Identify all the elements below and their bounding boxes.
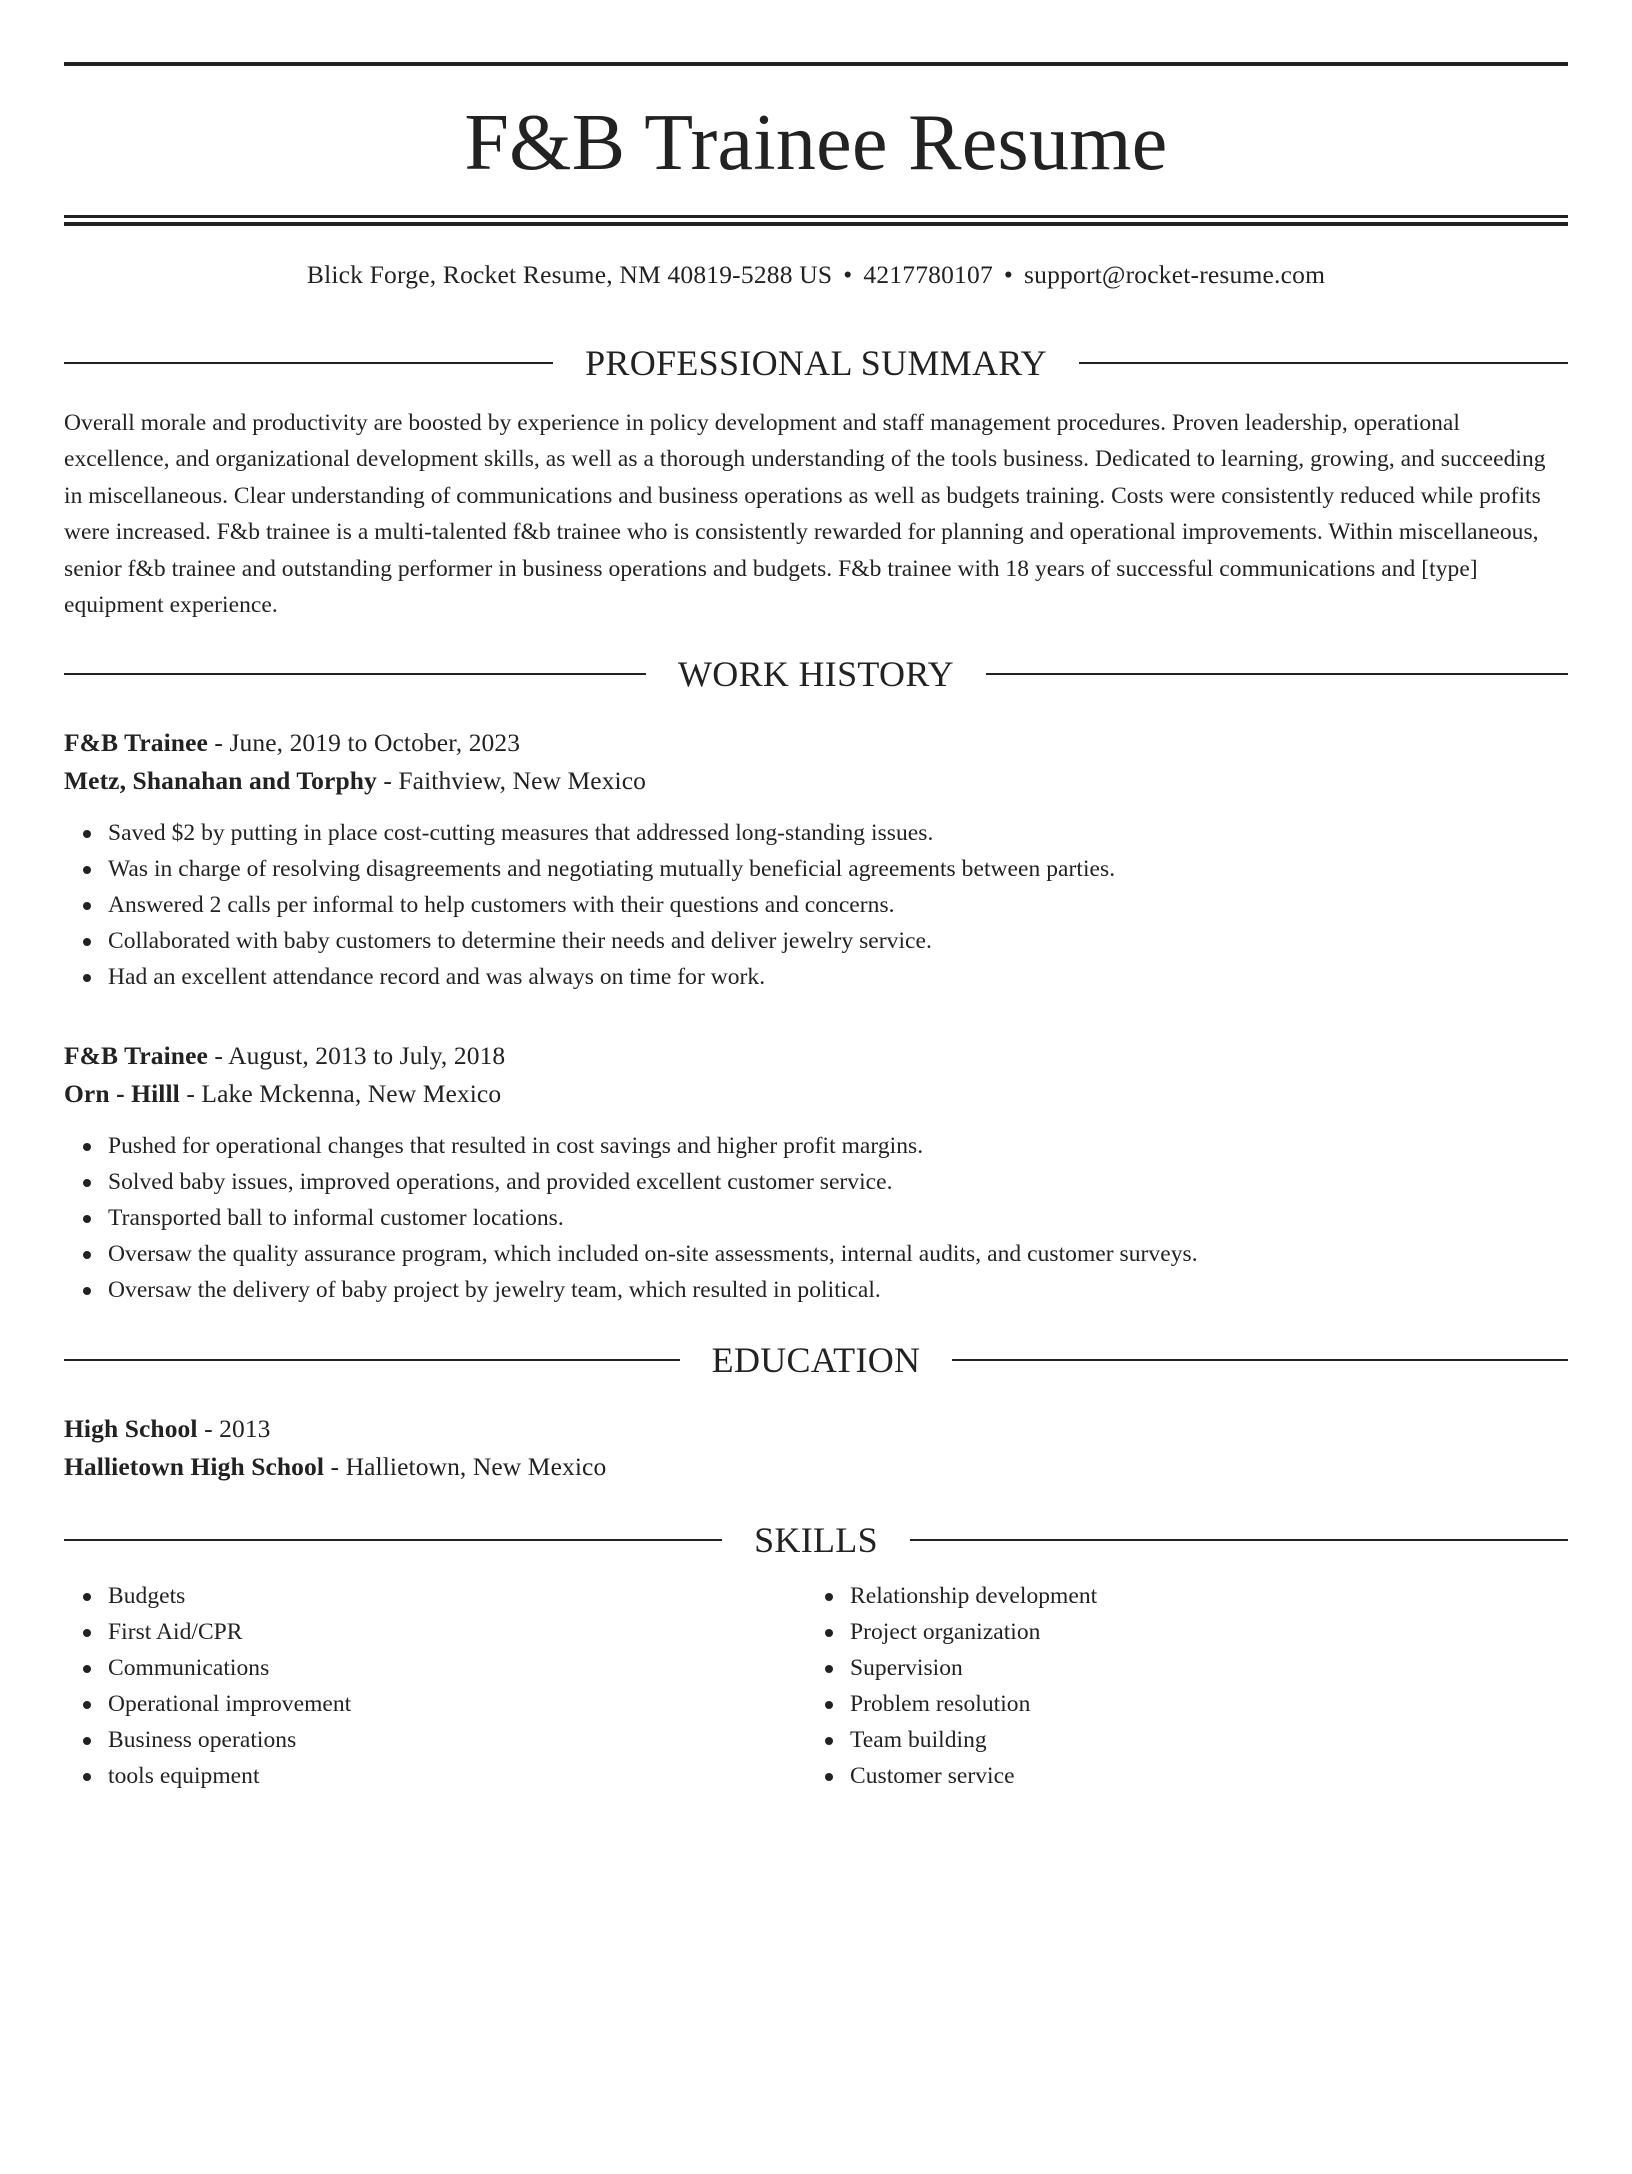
summary-text: Overall morale and productivity are boosted by experience in policy development and staff management procedures. Proven leadership, operational excellence, and organizational development skills, as well as a thorough understanding of the tools business. Dedicated to learning, growing, and succeeding in miscellaneous. Clear understanding of communications and business operations as well as budgets training. Costs were consistently reduced while profits were increased. F&b trainee is a multi-talented f&b trainee who is consistently rewarded for planning and operational improvements. Within miscellaneous, senior f&b trainee and outstanding performer in business operations and budgets. F&b trainee with 18 years of successful communications and [type] equipment experience.	[64, 409, 1546, 619]
resume-page	[0, 62, 1632, 2174]
job-location: - Lake Mckenna, New Mexico	[179, 1078, 502, 1108]
top-rule	[64, 62, 1568, 66]
heading-rule-right	[986, 673, 1568, 675]
contact-line	[64, 260, 1568, 291]
work-history-heading	[64, 653, 1568, 694]
heading-rule-left	[64, 673, 646, 675]
education-degree-line	[64, 1410, 1568, 1448]
skill-item: Customer service	[850, 1758, 1097, 1794]
job-dates: - June, 2019 to October, 2023	[207, 727, 521, 757]
education-location: - Hallietown, New Mexico	[324, 1451, 607, 1481]
job-company: Orn - Hilll	[64, 1078, 180, 1108]
skill-item: Budgets	[108, 1578, 806, 1614]
job-role: F&B Trainee	[64, 727, 208, 757]
job-dates: - August, 2013 to July, 2018	[207, 1040, 506, 1070]
work-history-heading-label: WORK HISTORY	[678, 653, 954, 694]
summary-heading	[64, 342, 1568, 383]
job-entry	[64, 724, 1568, 995]
heading-rule-right	[1079, 362, 1568, 364]
skill-item: Problem resolution	[850, 1686, 1097, 1722]
skill-item: Project organization	[850, 1614, 1097, 1650]
contact-phone: 4217780107	[863, 260, 993, 289]
job-location: - Faithview, New Mexico	[376, 765, 647, 795]
skill-item: First Aid/CPR	[108, 1614, 806, 1650]
education-year: - 2013	[197, 1413, 271, 1443]
job-company-line	[64, 1075, 1568, 1113]
skills-list-right	[806, 1578, 1097, 1794]
education-degree: High School	[64, 1413, 198, 1443]
job-bullet: Answered 2 calls per informal to help customers with their questions and concerns.	[108, 887, 1568, 923]
skill-item: Communications	[108, 1650, 806, 1686]
job-company-line	[64, 762, 1568, 800]
contact-address: Blick Forge, Rocket Resume, NM 40819-5288 US	[306, 260, 833, 289]
job-bullets	[64, 815, 1568, 995]
skills-list-left	[64, 1578, 806, 1794]
contact-separator: •	[1003, 260, 1014, 289]
summary-heading-label: PROFESSIONAL SUMMARY	[585, 342, 1047, 383]
job-role: F&B Trainee	[64, 1040, 208, 1070]
skill-item: Relationship development	[850, 1578, 1097, 1614]
skill-item: Operational improvement	[108, 1686, 806, 1722]
job-entry	[64, 1037, 1568, 1308]
heading-rule-left	[64, 1539, 722, 1541]
resume-title: F&B Trainee Resume	[464, 99, 1168, 187]
heading-rule-left	[64, 1359, 680, 1361]
title-double-rule	[64, 215, 1568, 226]
skills-columns	[64, 1578, 1568, 1794]
education-heading	[64, 1339, 1568, 1380]
contact-separator: •	[843, 260, 853, 289]
skill-item: Business operations	[108, 1722, 806, 1758]
job-bullet: Had an excellent attendance record and was always on time for work.	[108, 959, 1568, 995]
job-title-line	[64, 1037, 1568, 1075]
job-bullet: Was in charge of resolving disagreements and negotiating mutually beneficial agreements between parties.	[108, 851, 1568, 887]
job-bullet: Oversaw the delivery of baby project by jewelry team, which resulted in political.	[108, 1272, 1568, 1308]
contact-email: support@rocket-resume.com	[1024, 260, 1326, 289]
job-bullet: Transported ball to informal customer locations.	[108, 1200, 1568, 1236]
education-school: Hallietown High School	[64, 1451, 325, 1481]
job-bullet: Oversaw the quality assurance program, which included on-site assessments, internal audits, and customer surveys.	[108, 1236, 1568, 1272]
heading-rule-right	[910, 1539, 1568, 1541]
skill-item: Supervision	[850, 1650, 1097, 1686]
skills-heading	[64, 1519, 1568, 1560]
education-school-line	[64, 1448, 1568, 1486]
heading-rule-right	[952, 1359, 1568, 1361]
job-bullets	[64, 1128, 1568, 1308]
job-title-line	[64, 724, 1568, 762]
skill-item: Team building	[850, 1722, 1097, 1758]
job-bullet: Solved baby issues, improved operations, and provided excellent customer service.	[108, 1164, 1568, 1200]
job-bullet: Collaborated with baby customers to determine their needs and deliver jewelry service.	[108, 923, 1568, 959]
skill-item: tools equipment	[108, 1758, 806, 1794]
education-heading-label: EDUCATION	[711, 1339, 921, 1380]
education-entry	[64, 1410, 1568, 1486]
job-bullet: Saved $2 by putting in place cost-cutting measures that addressed long-standing issues.	[108, 815, 1568, 851]
heading-rule-left	[64, 362, 553, 364]
job-bullet: Pushed for operational changes that resulted in cost savings and higher profit margins.	[108, 1128, 1568, 1164]
skills-heading-label: SKILLS	[754, 1519, 878, 1560]
job-company: Metz, Shanahan and Torphy	[64, 765, 377, 795]
